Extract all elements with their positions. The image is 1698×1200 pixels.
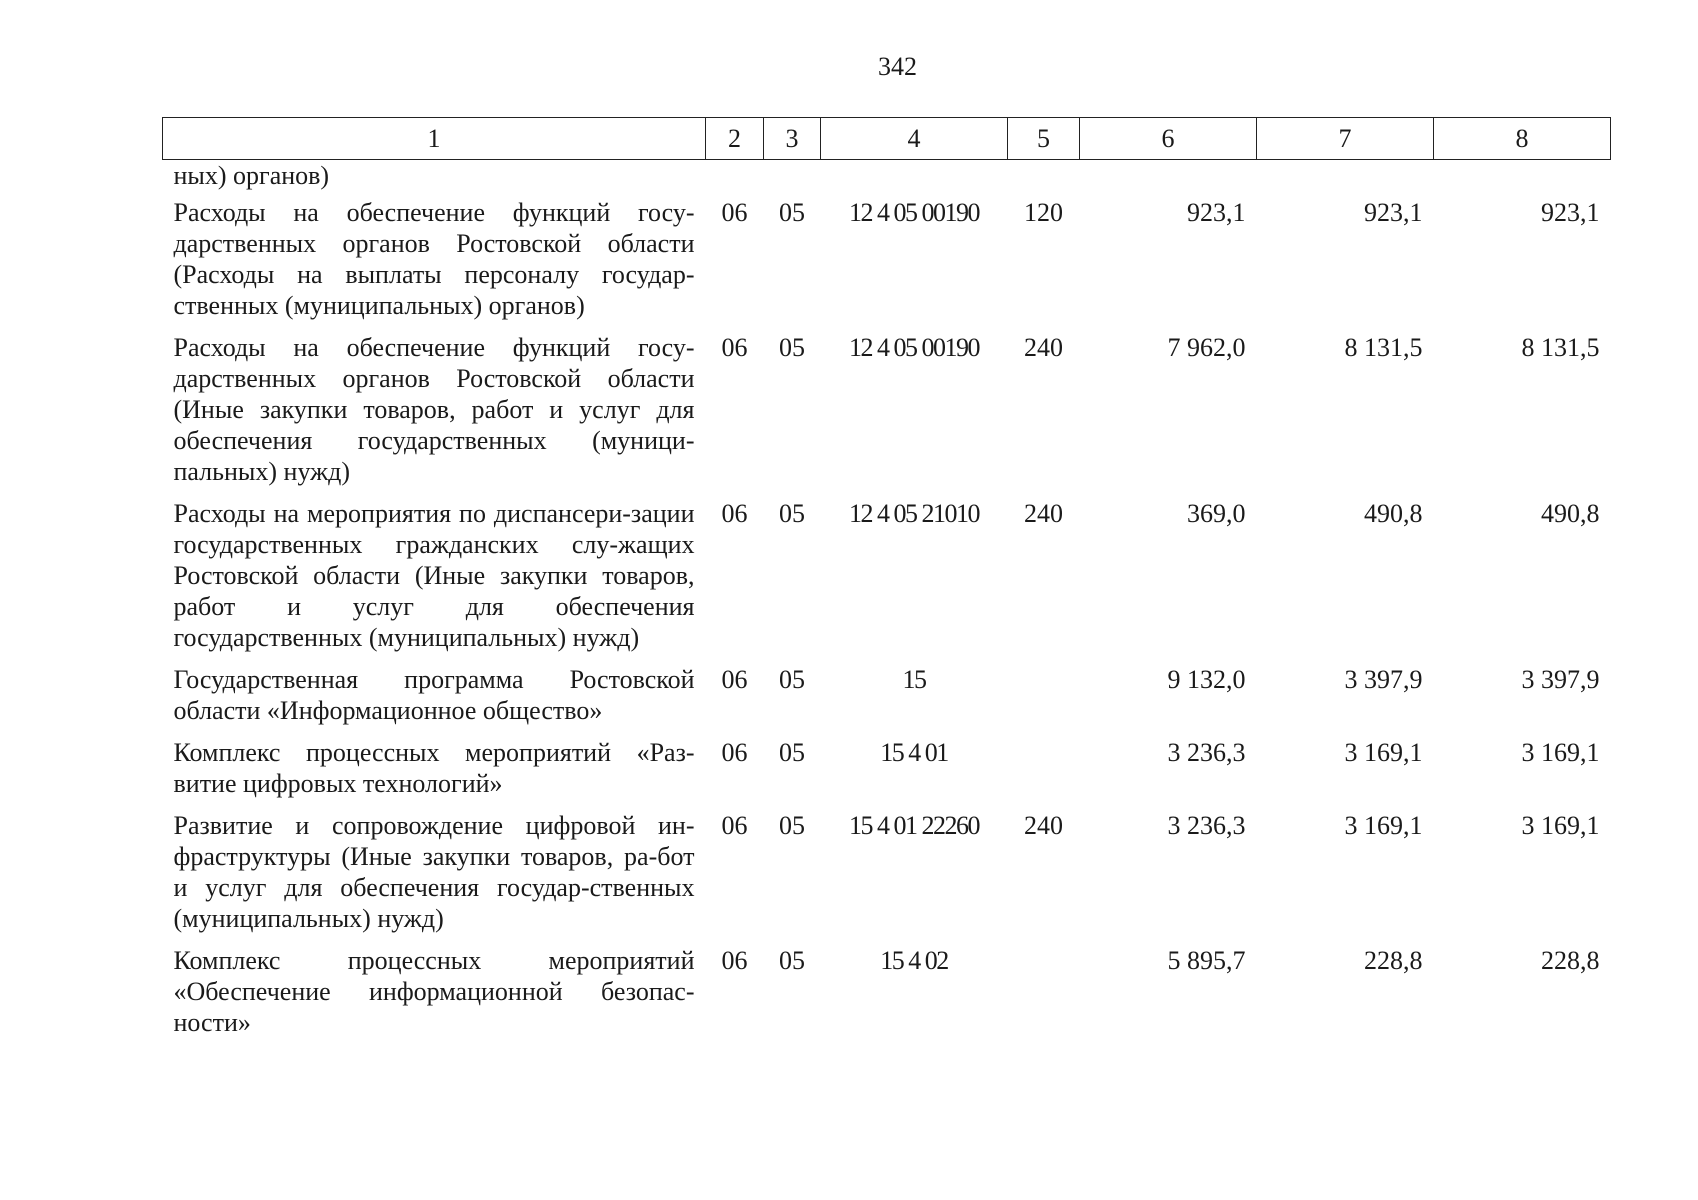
- header-col-5: 5: [1008, 118, 1080, 160]
- row-value-6: 7 962,0: [1167, 333, 1246, 362]
- row-target-code: 15 4 01: [880, 738, 948, 767]
- row-expense-type: 240: [1024, 811, 1063, 840]
- row-subsection: 05: [779, 665, 805, 694]
- table-row: [163, 731, 1611, 804]
- row-name: Расходы на обеспечение функций госу-дарственных органов Ростовской области (Иные закупки товаров, работ и услуг для обеспечения государственных (муници-пальных) нужд): [173, 333, 695, 486]
- row-value-8: 228,8: [1541, 946, 1600, 975]
- row-subsection: 05: [779, 333, 805, 362]
- row-value-6: 369,0: [1187, 499, 1246, 528]
- row-target-code: 15 4 01 22260: [849, 811, 979, 840]
- row-name: Комплекс процессных мероприятий «Обеспечение информационной безопас-ности»: [173, 946, 695, 1037]
- row-section: 06: [721, 946, 748, 975]
- row-section: 06: [721, 499, 748, 528]
- table-row: [163, 804, 1611, 939]
- table-row: [163, 492, 1611, 658]
- row-value-8: 8 131,5: [1521, 333, 1600, 362]
- row-target-code: 12 4 05 21010: [849, 499, 979, 528]
- row-name: Развитие и сопровождение цифровой ин-фраструктуры (Иные закупки товаров, ра-бот и услуг для обеспечения государ-ственных (муниципальных) нужд): [173, 811, 695, 933]
- header-col-3: 3: [764, 118, 821, 160]
- row-value-7: 923,1: [1364, 198, 1423, 227]
- row-section: 06: [721, 333, 748, 362]
- header-col-7: 7: [1257, 118, 1434, 160]
- row-subsection: 05: [779, 738, 805, 767]
- table-body: [163, 160, 1611, 1044]
- row-subsection: 05: [779, 198, 805, 227]
- table-row: [163, 658, 1611, 731]
- row-value-7: 228,8: [1364, 946, 1423, 975]
- row-value-6: 923,1: [1187, 198, 1246, 227]
- row-target-code: 12 4 05 00190: [849, 333, 979, 362]
- header-col-6: 6: [1080, 118, 1257, 160]
- continuation-text: ных) органов): [173, 161, 330, 190]
- row-value-8: 923,1: [1541, 198, 1600, 227]
- row-expense-type: [1008, 731, 1080, 804]
- row-subsection: 05: [779, 499, 805, 528]
- row-value-6: 5 895,7: [1167, 946, 1246, 975]
- row-value-7: 490,8: [1364, 499, 1423, 528]
- row-name: Комплекс процессных мероприятий «Раз-витие цифровых технологий»: [173, 738, 695, 798]
- row-value-7: 3 397,9: [1344, 665, 1423, 694]
- row-expense-type: [1008, 939, 1080, 1043]
- continuation-row: [163, 160, 1611, 192]
- budget-table: [162, 117, 1611, 1043]
- header-row: [163, 118, 1611, 160]
- header-col-2: 2: [706, 118, 764, 160]
- table-row: [163, 326, 1611, 492]
- row-value-7: 3 169,1: [1344, 738, 1423, 767]
- table-row: [163, 191, 1611, 326]
- row-value-8: 490,8: [1541, 499, 1600, 528]
- row-subsection: 05: [779, 811, 805, 840]
- table-header: [163, 118, 1611, 160]
- row-target-code: 15 4 02: [880, 946, 948, 975]
- row-section: 06: [721, 198, 748, 227]
- header-col-8: 8: [1434, 118, 1611, 160]
- page-number: 342: [878, 52, 917, 81]
- row-value-8: 3 169,1: [1521, 811, 1600, 840]
- row-value-6: 9 132,0: [1167, 665, 1246, 694]
- row-expense-type: [1008, 658, 1080, 731]
- row-value-6: 3 236,3: [1167, 811, 1246, 840]
- row-expense-type: 120: [1024, 198, 1063, 227]
- row-target-code: 15: [902, 665, 926, 694]
- row-expense-type: 240: [1024, 333, 1063, 362]
- row-value-7: 8 131,5: [1344, 333, 1423, 362]
- row-value-8: 3 169,1: [1521, 738, 1600, 767]
- row-value-7: 3 169,1: [1344, 811, 1423, 840]
- row-name: Государственная программа Ростовской области «Информационное общество»: [173, 665, 695, 725]
- header-col-1: 1: [163, 118, 706, 160]
- row-section: 06: [721, 738, 748, 767]
- row-value-6: 3 236,3: [1167, 738, 1246, 767]
- row-target-code: 12 4 05 00190: [849, 198, 979, 227]
- row-section: 06: [721, 811, 748, 840]
- row-section: 06: [721, 665, 748, 694]
- table-row: [163, 939, 1611, 1043]
- row-value-8: 3 397,9: [1521, 665, 1600, 694]
- row-subsection: 05: [779, 946, 805, 975]
- row-expense-type: 240: [1024, 499, 1063, 528]
- row-name: Расходы на обеспечение функций госу-дарственных органов Ростовской области (Расходы на выплаты персоналу государ-ственных (муниципальных) органов): [173, 198, 695, 320]
- row-name: Расходы на мероприятия по диспансери-зации государственных гражданских слу-жащих Ростовской области (Иные закупки товаров, работ и услуг для обеспечения государственных (муниципальных) нужд): [173, 499, 695, 652]
- header-col-4: 4: [821, 118, 1008, 160]
